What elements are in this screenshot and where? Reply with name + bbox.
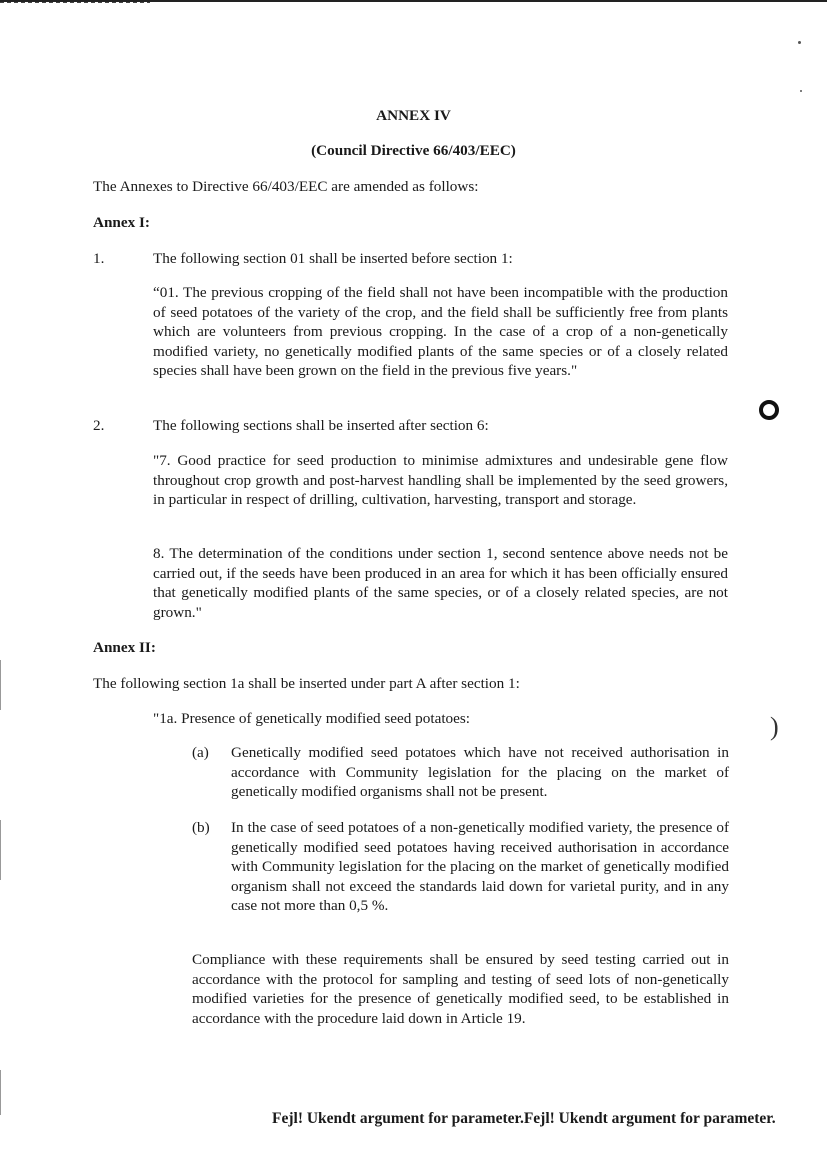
item-2-quote-8: 8. The determination of the conditions under section 1, second sentence above needs not be carried out, if the seeds have been produced in an area for which it has been officially ensured that genetically modified plants of the same species, or of a closely related species, are not grown.": [153, 545, 728, 621]
item-2-text: The following sections shall be inserted after section 6:: [153, 417, 489, 434]
compliance-paragraph: Compliance with these requirements shall be ensured by seed testing carried out in accordance with the protocol for sampling and testing of seed lots of non-genetically modified varieties for the presence of genetically modified seed, to be established in accordance with the procedure laid down in Article 19.: [192, 951, 729, 1027]
scan-speck: [798, 41, 801, 44]
annex-2-intro: The following section 1a shall be inserted under part A after section 1:: [93, 675, 520, 692]
item-1-text: The following section 01 shall be inserted before section 1:: [153, 250, 513, 267]
item-1-quote: “01. The previous cropping of the field shall not have been incompatible with the production of seed potatoes of the variety of the crop, and the field shall be sufficiently free from plants which are volunteers from previous cropping. In the case of a crop of a non-genetically modified variety, no genetically modified plants of the same species or of a closely related species shall have been grown on the field in the previous five years.": [153, 284, 728, 380]
scan-mark: ): [770, 712, 779, 741]
item-2-quote-7: "7. Good practice for seed production to minimise admixtures and undesirable gene flow throughout crop growth and post-harvest handling shall be implemented by the seed growers, in particular in respect of drilling, cultivation, harvesting, transport and storage.: [153, 452, 728, 509]
punch-hole-mark: [759, 400, 779, 420]
intro-text: The Annexes to Directive 66/403/EEC are amended as follows:: [93, 178, 479, 195]
top-rule-dash: [0, 2, 150, 3]
item-2-number: 2.: [93, 417, 105, 434]
scan-edge-line: [0, 820, 1, 880]
scan-speck: [800, 90, 802, 92]
annex-2-label: Annex II:: [93, 639, 156, 656]
scan-edge-line: [0, 660, 1, 710]
scan-edge-line: [0, 1070, 1, 1115]
footer-field-error: Fejl! Ukendt argument for parameter.Fejl! Ukendt argument for parameter.: [272, 1110, 776, 1127]
annex-1-label: Annex I:: [93, 214, 150, 231]
section-1a-heading: "1a. Presence of genetically modified seed potatoes:: [153, 710, 471, 727]
subitem-a-letter: (a): [192, 744, 209, 761]
annex-title: ANNEX IV: [376, 107, 451, 124]
subitem-a-text: Genetically modified seed potatoes which have not received authorisation in accordance with Community legislation for the placing on the market of genetically modified organisms shall not be present.: [231, 744, 729, 801]
subitem-b-text: In the case of seed potatoes of a non-genetically modified variety, the presence of genetically modified seed potatoes having received authorisation in accordance with Community legislation for the placing on the market of genetically modified organism shall not exceed the standards laid down for varietal purity, and in any case not more than 0,5 %.: [231, 819, 729, 915]
subitem-b-letter: (b): [192, 819, 210, 836]
directive-reference: (Council Directive 66/403/EEC): [311, 142, 516, 159]
item-1-number: 1.: [93, 250, 105, 267]
